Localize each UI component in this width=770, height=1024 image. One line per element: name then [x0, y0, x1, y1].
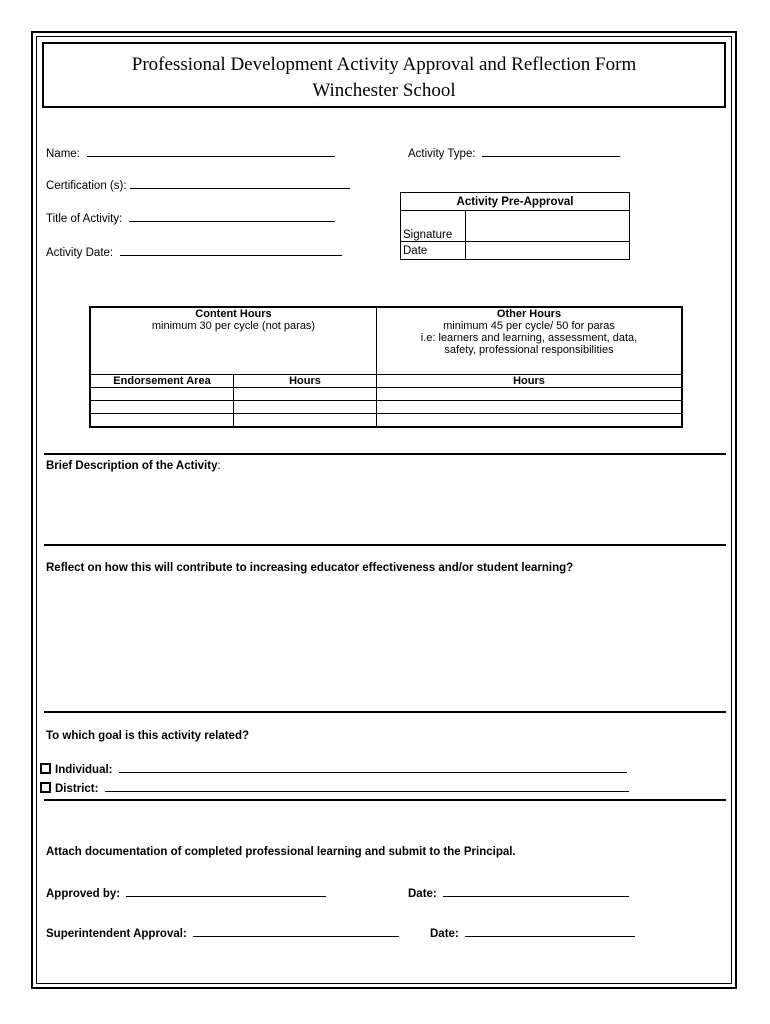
content-hours-cell[interactable] [234, 401, 377, 414]
title-of-activity-field[interactable] [46, 211, 335, 225]
content-hours-cell[interactable] [234, 414, 377, 428]
individual-option[interactable] [40, 762, 627, 776]
content-hours-cell[interactable] [234, 388, 377, 401]
title-of-activity-line[interactable] [129, 211, 335, 222]
name-field[interactable] [46, 146, 335, 160]
approved-date-line[interactable] [443, 886, 629, 897]
school-name: Winchester School [312, 80, 456, 101]
content-hours-header [90, 307, 377, 375]
superintendent-date-label: Date: [430, 928, 459, 940]
activity-date-line[interactable] [120, 245, 342, 256]
brief-description-colon: : [217, 460, 221, 472]
brief-description-text: Brief Description of the Activity [46, 460, 218, 472]
activity-type-label: Activity Type: [408, 148, 476, 160]
individual-line[interactable] [119, 762, 627, 773]
attach-instruction: Attach documentation of completed professional learning and submit to the Principal. [46, 846, 516, 858]
divider [44, 799, 726, 801]
other-hours-header [377, 307, 683, 375]
title-of-activity-label: Title of Activity: [46, 213, 123, 225]
other-hours-subtitle-3: safety, professional responsibilities [444, 344, 614, 356]
other-hours-col-header: Hours [377, 375, 683, 388]
approved-date-field[interactable] [408, 886, 629, 900]
endorsement-cell[interactable] [90, 414, 234, 428]
district-line[interactable] [105, 781, 629, 792]
other-hours-subtitle-1: minimum 45 per cycle/ 50 for paras [443, 320, 615, 332]
district-checkbox[interactable] [40, 782, 51, 793]
hours-row [90, 414, 682, 428]
hours-row [90, 401, 682, 414]
brief-description-label [46, 460, 221, 472]
name-line[interactable] [87, 146, 335, 157]
pre-approval-table [400, 192, 630, 260]
activity-date-label: Activity Date: [46, 247, 114, 259]
divider [44, 711, 726, 713]
activity-type-line[interactable] [482, 146, 620, 157]
signature-label: Signature [401, 211, 466, 242]
other-hours-subtitle-2: i.e: learners and learning, assessment, data, [420, 332, 638, 344]
certification-field[interactable] [46, 178, 350, 192]
other-hours-cell[interactable] [377, 414, 683, 428]
other-hours-cell[interactable] [377, 401, 683, 414]
activity-date-field[interactable] [46, 245, 342, 259]
other-hours-title: Other Hours [496, 308, 562, 320]
divider [44, 453, 726, 455]
goal-label: To which goal is this activity related? [46, 730, 249, 742]
endorsement-cell[interactable] [90, 388, 234, 401]
endorsement-cell[interactable] [90, 401, 234, 414]
individual-checkbox[interactable] [40, 763, 51, 774]
name-label: Name: [46, 148, 80, 160]
endorsement-area-header: Endorsement Area [90, 375, 234, 388]
content-hours-col-header: Hours [234, 375, 377, 388]
form-title-box [42, 42, 726, 108]
superintendent-date-field[interactable] [430, 926, 635, 940]
reflect-area[interactable] [44, 578, 726, 708]
district-option[interactable] [40, 781, 629, 795]
other-hours-cell[interactable] [377, 388, 683, 401]
superintendent-approval-line[interactable] [193, 926, 399, 937]
pre-approval-date-label: Date [401, 242, 466, 260]
superintendent-date-line[interactable] [465, 926, 635, 937]
brief-description-area[interactable] [44, 476, 726, 542]
reflect-label: Reflect on how this will contribute to increasing educator effectiveness and/or student learning? [46, 562, 574, 574]
form-title: Professional Development Activity Approval and Reflection Form [131, 54, 637, 75]
superintendent-approval-label: Superintendent Approval: [46, 928, 187, 940]
certification-line[interactable] [130, 178, 350, 189]
signature-cell[interactable] [466, 211, 630, 242]
approved-date-label: Date: [408, 888, 437, 900]
superintendent-approval-field[interactable] [46, 926, 399, 940]
approved-by-field[interactable] [46, 886, 326, 900]
approved-by-label: Approved by: [46, 888, 121, 900]
activity-type-field[interactable] [408, 146, 620, 160]
approved-by-line[interactable] [126, 886, 326, 897]
district-label: District: [55, 783, 99, 795]
individual-label: Individual: [55, 764, 113, 776]
hours-table [89, 306, 683, 428]
content-hours-subtitle: minimum 30 per cycle (not paras) [151, 320, 316, 332]
content-hours-title: Content Hours [195, 308, 272, 320]
pre-approval-header: Activity Pre-Approval [401, 193, 630, 211]
hours-row [90, 388, 682, 401]
certification-label: Certification (s): [46, 180, 127, 192]
pre-approval-date-cell[interactable] [466, 242, 630, 260]
divider [44, 544, 726, 546]
